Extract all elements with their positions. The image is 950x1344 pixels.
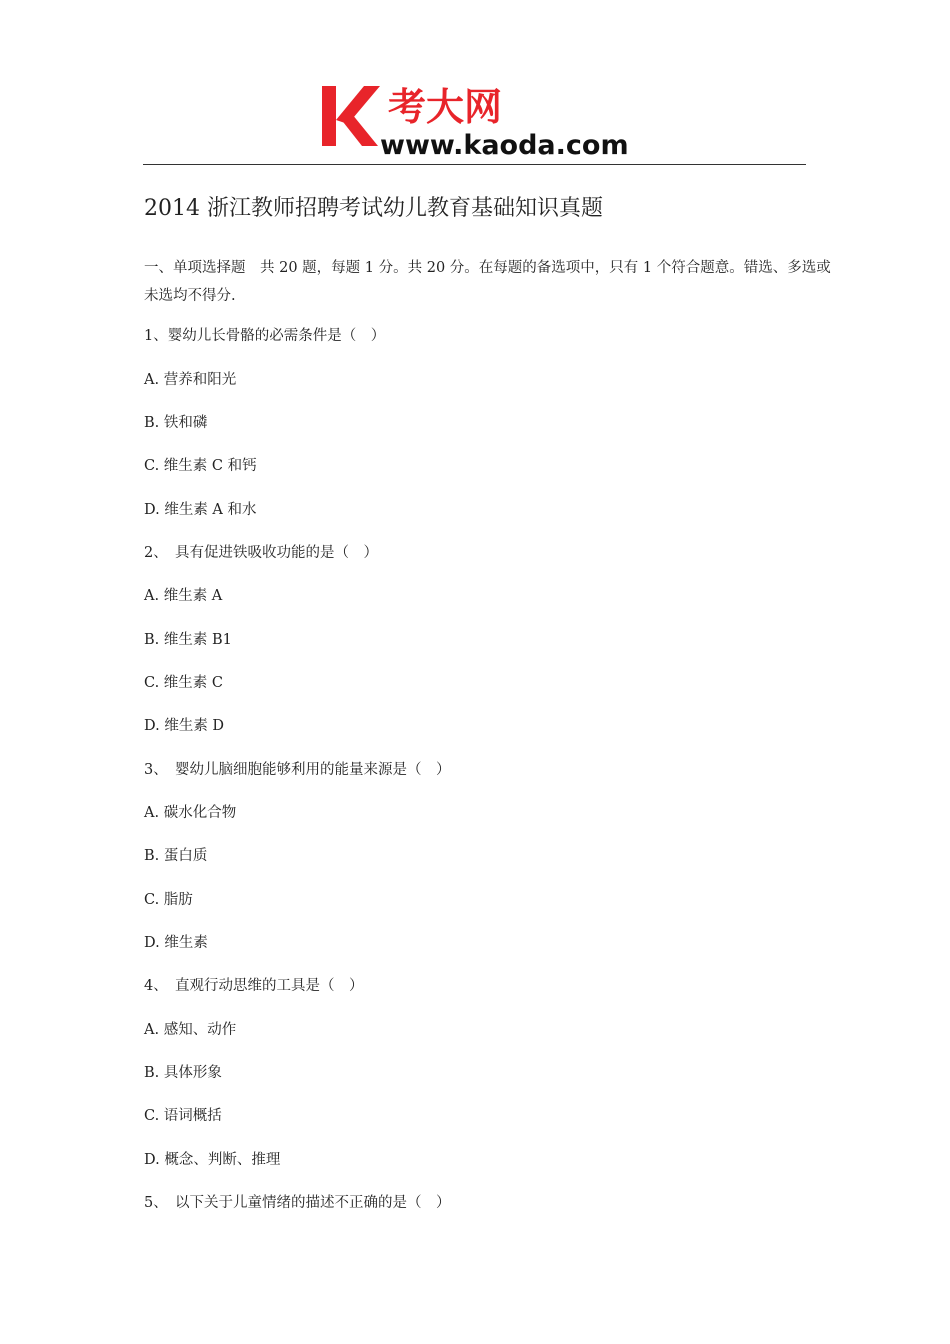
logo-chinese-text: 考大网 xyxy=(388,85,503,129)
answer-option: A. 感知、动作 xyxy=(144,1022,237,1038)
answer-option: C. 语词概括 xyxy=(144,1108,222,1124)
answer-option: A. 维生素 A xyxy=(144,588,223,604)
document-title: 2014 浙江教师招聘考试幼儿教育基础知识真题 xyxy=(144,196,603,221)
answer-option: D. 维生素 D xyxy=(144,718,225,734)
question-stem: 4、 直观行动思维的工具是（ ） xyxy=(144,978,364,994)
answer-option: C. 维生素 C xyxy=(144,675,223,691)
logo-url-text: www.kaoda.com xyxy=(380,130,629,160)
k-letter-mark xyxy=(322,86,380,146)
answer-option: B. 蛋白质 xyxy=(144,848,208,864)
answer-option: A. 营养和阳光 xyxy=(144,372,237,388)
question-stem: 1、婴幼儿长骨骼的必需条件是（ ） xyxy=(144,328,386,344)
question-stem: 3、 婴幼儿脑细胞能够利用的能量来源是（ ） xyxy=(144,762,451,778)
answer-option: B. 维生素 B1 xyxy=(144,632,232,648)
answer-option: B. 具体形象 xyxy=(144,1065,222,1081)
question-stem: 2、 具有促进铁吸收功能的是（ ） xyxy=(144,545,378,561)
question-stem: 5、 以下关于儿童情绪的描述不正确的是（ ） xyxy=(144,1195,451,1211)
header-divider xyxy=(143,164,806,165)
answer-option: D. 维生素 A 和水 xyxy=(144,502,257,518)
section-instructions: 一、单项选择题 共 20 题，每题 1 分。共 20 分。在每题的备选项中，只有 1 个符合题意。错选、多选或未选均不得分. xyxy=(144,260,831,304)
answer-option: D. 概念、判断、推理 xyxy=(144,1152,281,1168)
answer-option: C. 脂肪 xyxy=(144,892,193,908)
answer-option: B. 铁和磷 xyxy=(144,415,208,431)
kaoda-logo-graphic xyxy=(318,80,638,160)
answer-option: D. 维生素 xyxy=(144,935,208,951)
answer-option: C. 维生素 C 和钙 xyxy=(144,458,257,474)
kaoda-logo xyxy=(318,80,638,160)
answer-option: A. 碳水化合物 xyxy=(144,805,237,821)
